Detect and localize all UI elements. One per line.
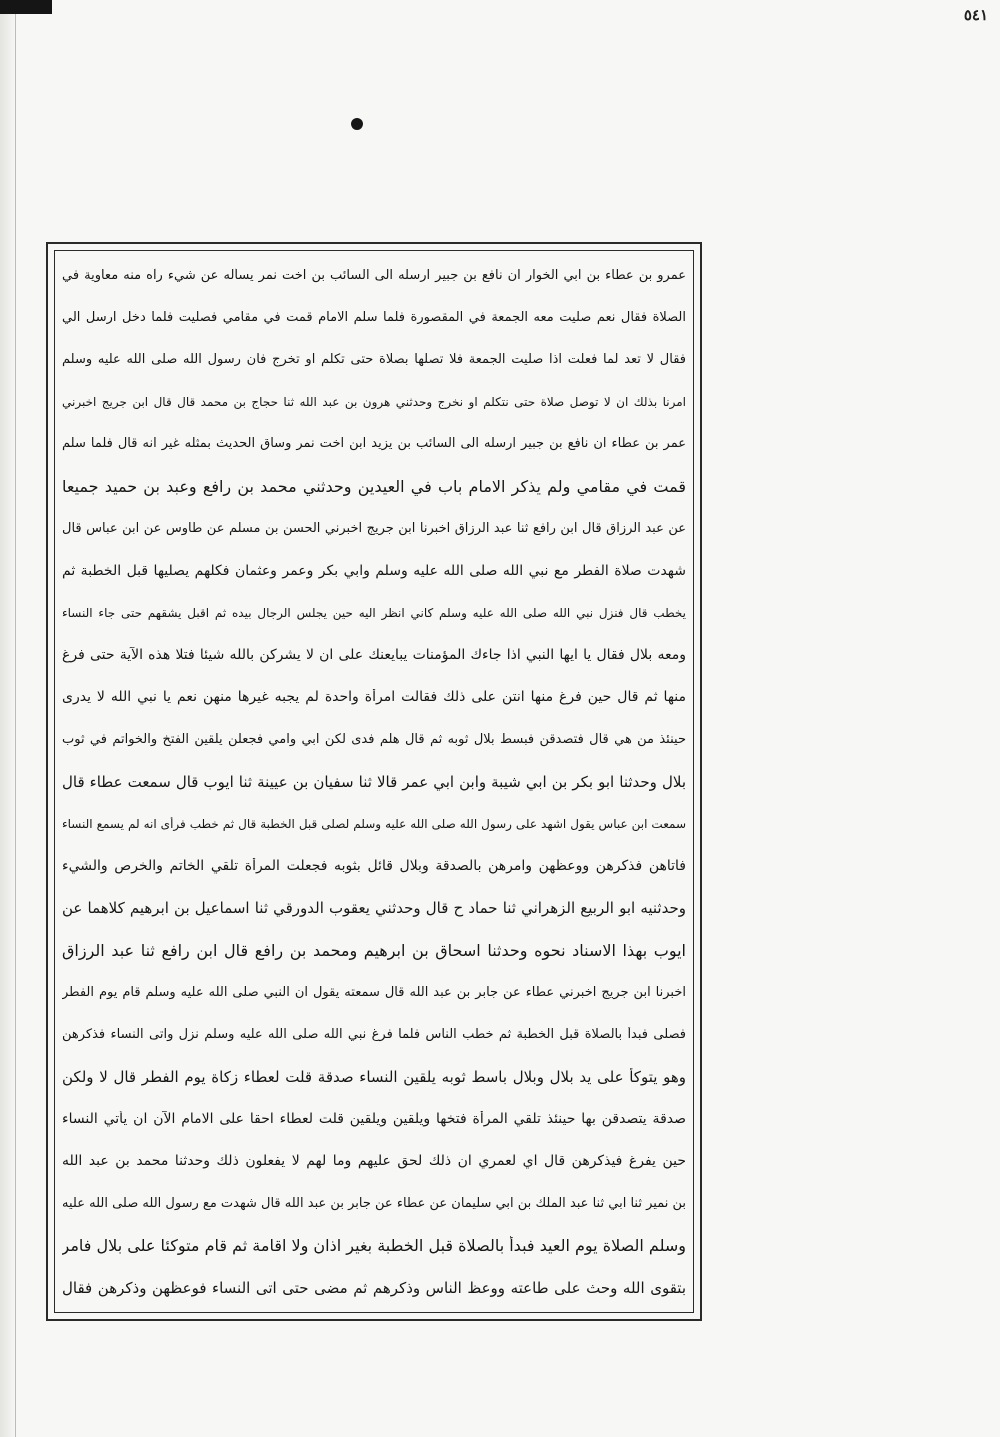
text-line: بلال وحدثنا ابو بكر بن ابي شيبة وابن ابي عمر قالا ثنا سفيان بن عيينة ثنا ايوب قال سمعت عطاء قال bbox=[62, 772, 686, 791]
binding-gutter bbox=[0, 0, 16, 1437]
text-line: وسلم الصلاة يوم العيد فبدأ بالصلاة قبل الخطبة بغير اذان ولا اقامة ثم قام متوكئا على بلال فامر bbox=[62, 1236, 686, 1256]
text-line: عن عبد الرزاق قال ابن رافع ثنا عبد الرزاق اخبرنا ابن جريج اخبرني الحسن بن مسلم عن طاوس عن ابن عباس قال bbox=[62, 520, 686, 536]
text-line: اخبرنا ابن جريج اخبرني عطاء عن جابر بن عبد الله قال سمعته يقول ان النبي صلى الله عليه وسلم قام يوم الفطر bbox=[62, 985, 686, 1001]
text-line: حينئذ من هي قال فتصدقن فبسط بلال ثوبه ثم قال هلم فدى لكن ابي وامي فجعلن يلقين الفتخ والخواتم في ثوب bbox=[62, 731, 686, 747]
text-line: يخطب قال فنزل نبي الله صلى الله عليه وسلم كاني انظر اليه حين يجلس الرجال بيده ثم اقبل يشقهم حتى جاء النساء bbox=[62, 605, 686, 620]
text-line: ايوب بهذا الاسناد نحوه وحدثنا اسحاق بن ابرهيم ومحمد بن رافع قال ابن رافع ثنا عبد الرزاق bbox=[62, 940, 686, 960]
text-line: منها ثم قال حين فرغ منها انتن على ذلك فقالت امرأة واحدة لم يجبه غيرها منهن نعم يا نبي الله لا يدرى bbox=[62, 689, 686, 706]
folio-number: ٥٤١ bbox=[963, 6, 988, 24]
text-line: وحدثنيه ابو الربيع الزهراني ثنا حماد ح قال وحدثني يعقوب الدورقي ثنا اسماعيل بن ابرهيم كلاهما عن bbox=[62, 899, 686, 918]
spine-edge bbox=[15, 0, 16, 1437]
text-line: بتقوى الله وحث على طاعته ووعظ الناس وذكرهم ثم مضى حتى اتى النساء فوعظهن وذكرهن فقال bbox=[62, 1278, 686, 1297]
text-block bbox=[62, 254, 686, 1309]
text-line: عمر بن عطاء ان نافع بن جبير ارسله الى السائب بن يزيد ابن اخت نمر وساق الحديث بمثله غير انه قال فلما سلم bbox=[62, 436, 686, 452]
corner-tab bbox=[0, 0, 52, 14]
text-line: سمعت ابن عباس يقول اشهد على رسول الله صلى الله عليه وسلم لصلى قبل الخطبة قال ثم خطب فرأى انه لم يسمع النساء bbox=[62, 816, 686, 831]
text-line: شهدت صلاة الفطر مع نبي الله صلى الله عليه وسلم وابي بكر وعمر وعثمان فكلهم يصليها قبل الخطبة ثم bbox=[62, 562, 686, 579]
text-line: فقال لا تعد لما فعلت اذا صليت الجمعة فلا تصلها بصلاة حتى تكلم او تخرج فان رسول الله صلى الله عليه وسلم bbox=[62, 352, 686, 367]
text-line: الصلاة فقال نعم صليت معه الجمعة في المقصورة فلما سلم الامام قمت في مقامي فصليت فلما دخل ارسل الي bbox=[62, 309, 686, 325]
text-line: ومعه بلال فقال يا ايها النبي اذا جاءك المؤمنات يبايعنك على ان لا يشركن بالله شيئا فتلا هذه الآية حتى فرغ bbox=[62, 646, 686, 663]
text-line: فاتاهن فذكرهن ووعظهن وامرهن بالصدقة وبلال قائل بثوبه فجعلت المرأة تلقي الخاتم والخرص والشيء bbox=[62, 857, 686, 874]
text-line: صدقة يتصدقن بها حينئذ تلقي المرأة فتخها ويلقين ويلقين قلت لعطاء احقا على الامام الآن ان يأتي النساء bbox=[62, 1111, 686, 1128]
text-line: حين يفرغ فيذكرهن قال اي لعمري ان ذلك لحق عليهم وما لهم لا يفعلون ذلك وحدثنا محمد بن عبد الله bbox=[62, 1153, 686, 1170]
ink-spot bbox=[351, 118, 363, 130]
text-line: قمت في مقامي ولم يذكر الامام باب في العيدين وحدثني محمد بن رافع وعبد بن حميد جميعا bbox=[62, 476, 686, 496]
text-line: فصلى فبدأ بالصلاة قبل الخطبة ثم خطب الناس فلما فرغ نبي الله صلى الله عليه وسلم نزل واتى النساء فذكرهن bbox=[62, 1027, 686, 1043]
text-line: عمرو بن عطاء بن ابي الخوار ان نافع بن جبير ارسله الى السائب بن اخت نمر يسأله عن شيء رآه منه معاوية في bbox=[62, 267, 686, 283]
text-line: بن نمير ثنا ابي ثنا عبد الملك بن ابي سليمان عن عطاء عن جابر بن عبد الله قال شهدت مع رسول الله صلى الله عليه bbox=[62, 1196, 686, 1212]
text-line: امرنا بذلك ان لا توصل صلاة حتى نتكلم او نخرج وحدثني هرون بن عبد الله ثنا حجاج بن محمد قال قال ابن جريج اخبرني bbox=[62, 394, 686, 409]
text-line: وهو يتوكأ على يد بلال وبلال باسط ثوبه يلقين النساء صدقة قلت لعطاء زكاة يوم الفطر قال لا ولكن bbox=[62, 1067, 686, 1086]
